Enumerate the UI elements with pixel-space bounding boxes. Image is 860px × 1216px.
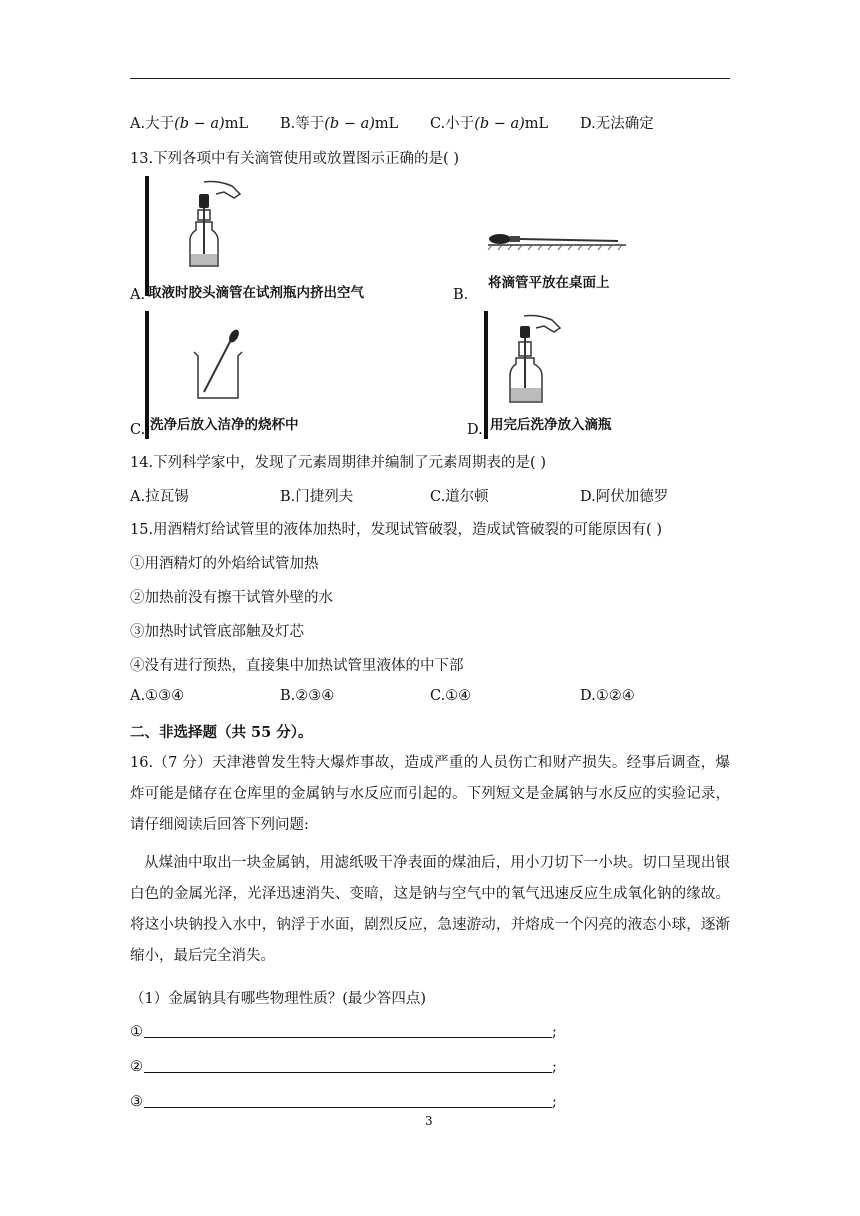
q13-a-letter: A. [130,287,146,303]
answer-blank-1[interactable]: ① ; [130,1024,557,1040]
q13-d-border [484,311,488,439]
q13-b-caption: 将滴管平放在桌面上 [488,275,610,291]
q13-d-caption: 用完后洗净放入滴瓶 [490,417,612,433]
q15-item-3: ③加热时试管底部触及灯芯 [130,624,304,640]
q14-stem: 14.下列科学家中，发现了元素周期律并编制了元素周期表的是( ) [130,455,546,471]
q15-option-a: A.①③④ [130,688,185,704]
q14-option-a: A.拉瓦锡 [130,489,189,505]
q14-option-b: B.门捷列夫 [280,489,354,505]
header-rule [130,78,730,79]
q15-stem: 15.用酒精灯给试管里的液体加热时，发现试管破裂，造成试管破裂的可能原因有( ) [130,522,662,538]
q15-item-1: ①用酒精灯的外焰给试管加热 [130,556,319,572]
q15-item-4: ④没有进行预热，直接集中加热试管里液体的中下部 [130,658,464,674]
q12-option-a: A.大于(b − a)mL [130,116,249,132]
q15-option-b: B.②③④ [280,688,335,704]
section-2-heading: 二、非选择题（共 55 分）。 [130,724,313,741]
q16-intro: 16.（7 分）天津港曾发生特大爆炸事故，造成严重的人员伤亡和财产损失。经事后调查，爆炸可能是储存在仓库里的金属钠与水反应而引起的。下列短文是金属钠与水反应的实验记录，请仔细阅读后回答下列问题: [130,755,730,833]
answer-blank-2[interactable]: ② ; [130,1059,557,1075]
q13-stem: 13.下列各项中有关滴管使用或放置图示正确的是( ) [130,151,459,167]
q12-option-b: B.等于(b − a)mL [280,116,399,132]
page-number: 3 [425,1114,433,1128]
q12-option-c: C.小于(b − a)mL [430,116,549,132]
q13-b-letter: B. [453,287,469,303]
q16-passage: 从煤油中取出一块金属钠，用滤纸吸干净表面的煤油后，用小刀切下一小块。切口呈现出银白色的金属光泽，光泽迅速消失、变暗，这是钠与空气中的氧气迅速反应生成氧化钠的缘故。将这小块钠投入水中，钠浮于水面，剧烈反应，急速游动，并熔成一个闪亮的液态小球，逐渐缩小，最后完全消失。 [130,855,730,964]
q13-d-letter: D. [467,422,483,438]
answer-blank-3[interactable]: ③ ; [130,1094,557,1110]
q15-item-2: ②加热前没有擦干试管外壁的水 [130,590,333,606]
q15-option-c: C.①④ [430,688,472,704]
q13-a-border [145,176,149,296]
q14-option-d: D.阿伏加德罗 [580,489,669,505]
q13-c-caption: 洗净后放入洁净的烧杯中 [150,417,299,433]
q16-sub-question-1: （1）金属钠具有哪些物理性质？(最少答四点) [130,991,427,1007]
q13-c-beaker-dropper-image [190,332,250,402]
q13-a-caption: 取液时胶头滴管在试剂瓶内挤出空气 [148,285,364,301]
q13-c-border [145,311,149,439]
q15-option-d: D.①②④ [580,688,635,704]
q13-c-letter: C. [130,422,146,438]
q14-option-c: C.道尔顿 [430,489,489,505]
q13-a-dropper-bottle-image [180,180,250,270]
q12-option-d: D.无法确定 [580,116,654,132]
q13-d-dropper-bottle-image [508,314,568,406]
q13-b-dropper-on-table-image [488,232,628,252]
